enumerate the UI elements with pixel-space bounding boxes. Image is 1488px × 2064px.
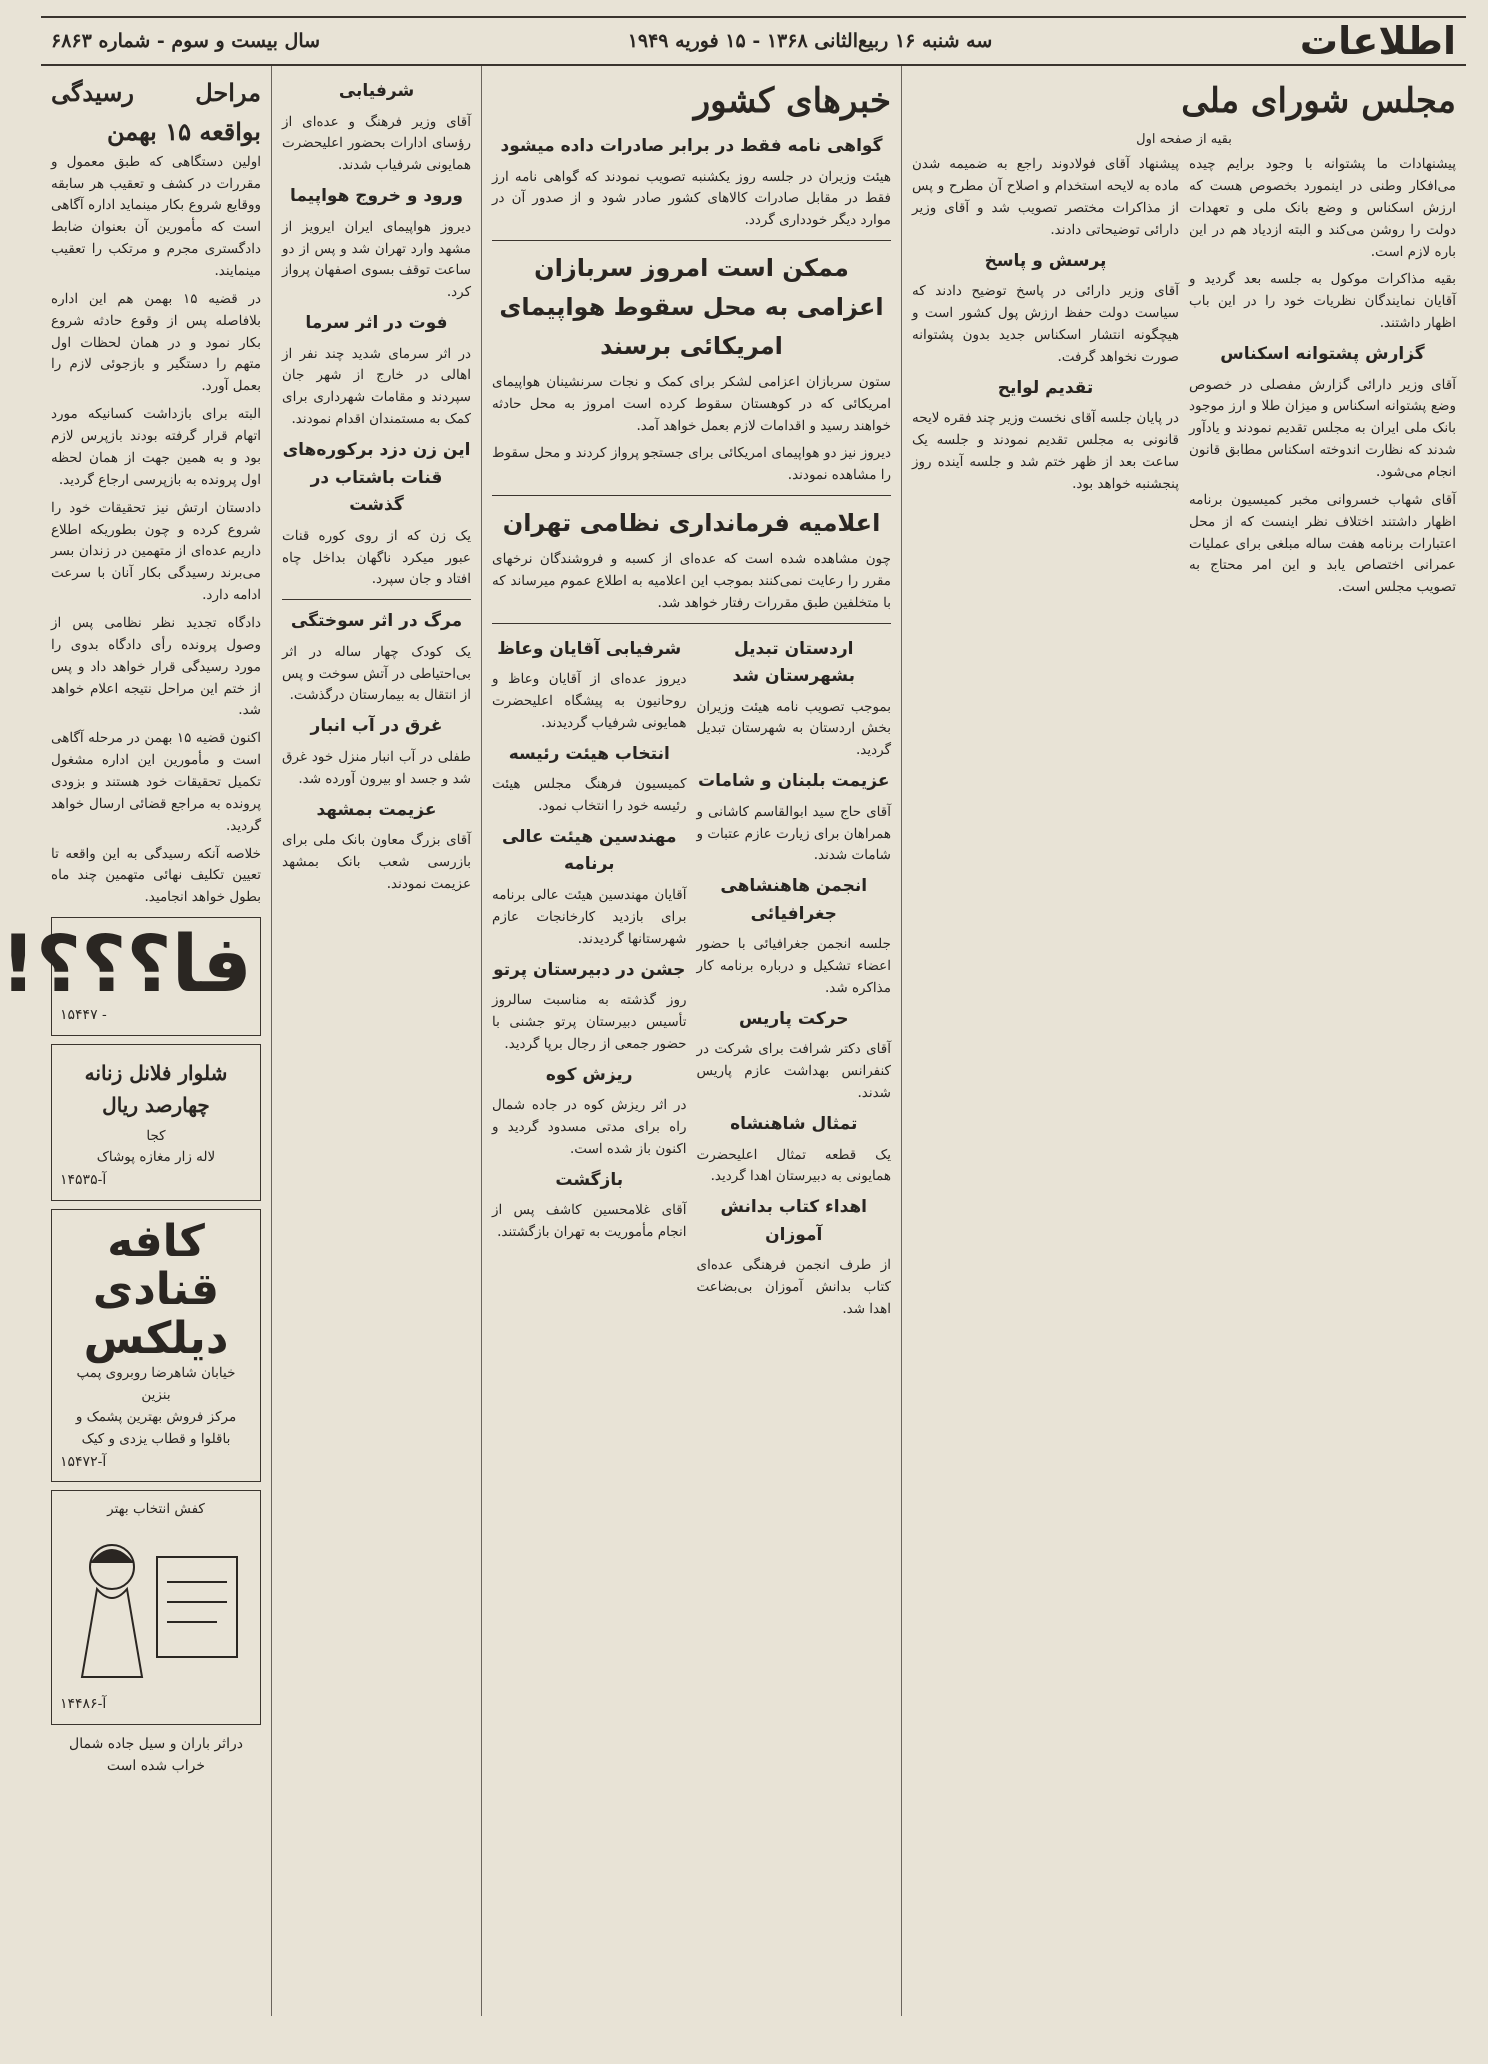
majlis-p5: آقای شهاب خسروانی مخبر کمیسیون برنامه اظهار داشتند اختلاف نظر اینست که از محل اعتبارات برنامه هفت ساله مبلغی برای عملیات عمرانی اختصاص یابد و این امر محتاج به تصویب مجلس است. [1189, 491, 1456, 596]
ad-trousers-where: کجا [146, 1127, 166, 1144]
majlis-p7: در پایان جلسه آقای نخست وزیر چند فقره لایحه قانونی به مجلس تقدیم نمودند و جلسه یک ساعت بعد از ظهر ختم شد و جلسه آینده روز پنجشنبه خواهد بود. [912, 410, 1179, 492]
majlis-sub2: پرسش و پاسخ [984, 250, 1107, 271]
misc-2: دیروز هواپیمای ایران ایرویز از مشهد وارد تهران شد و پس از دو ساعت توقف بسوی اصفهان پرواز کرد. [282, 218, 471, 301]
misc-5-head: مرگ در اثر سوختگی [290, 611, 463, 632]
news-l-head: بازگشت [555, 1169, 624, 1190]
news-a: بموجب تصویب نامه هیئت وزیران بخش اردستان به شهرستان تبدیل گردید. [696, 698, 891, 759]
news-i: یک قطعه تمثال اعلیحضرت همایونی به دبیرستان اهدا گردید. [696, 1146, 891, 1185]
majlis-col-a [1189, 154, 1456, 605]
news-g: روز گذشته به مناسبت سالروز تأسیس دبیرستان پرتو جشنی با حضور جمعی از رجال برپا گردید. [492, 992, 687, 1052]
news-p3: دیروز نیز دو هواپیمای امریکائی برای جستجو پرواز کردند و محل سقوط را مشاهده نمودند. [492, 445, 891, 484]
columns [0, 66, 1466, 2016]
majlis-col-b [912, 154, 1179, 605]
stages-p6: اکنون قضیه ۱۵ بهمن در مرحله آگاهی است و مأمورین این اداره مشغول تکمیل تحقیقات خود هستند و بزودی پرونده به مراجع قضائی ارسال خواهد گردید. [51, 730, 261, 834]
misc-7-head: عزیمت بمشهد [316, 799, 437, 820]
misc-3: در اثر سرمای شدید چند نفر از اهالی در خارج از شهر جان سپردند و مقامات شهرداری برای کمک به مستمندان اقدام نمودند. [282, 345, 471, 428]
ad-cafe [51, 1209, 261, 1482]
majlis-p6: آقای وزیر دارائی در پاسخ توضیح دادند که سیاست دولت حفظ ارزش پول کشور است و هیچگونه انتشار اسکناس جدید بدون پشتوانه صورت نخواهد گرفت. [912, 283, 1179, 365]
majlis-p2: بقیه مذاکرات موکول به جلسه بعد گردید و آقایان نمایندگان نظریات خود را در این باب اظهار داشتند. [1189, 271, 1456, 332]
news-d: کمیسیون فرهنگ مجلس هیئت رئیسه خود را انتخاب نمود. [492, 776, 687, 815]
news-short-col-b [492, 632, 687, 1327]
misc-1: آقای وزیر فرهنگ و عده‌ای از رؤسای ادارات بحضور اعلیحضرت همایونی شرفیاب شدند. [282, 113, 471, 174]
news-p1: هیئت وزیران در جلسه روز یکشنبه تصویب نمودند که گواهی نامه ارز فقط در مقابل صادرات کالاهای کشور صادر شود و از صدور آن در موارد دیگر خودداری گردد. [492, 168, 891, 229]
stages-p3: البته برای بازداشت کسانیکه مورد اتهام قرار گرفته بودند بازپرس لازم بود و به همین جهت از همان لحظه اول پرونده به بازپرسی ارجاع گردید. [51, 406, 261, 488]
misc-1-head: شرفیابی [338, 81, 415, 101]
divider [492, 240, 891, 241]
news-short-col-a [697, 632, 892, 1327]
ad-fa-code: ۱۵۴۴۷ - [60, 1007, 107, 1024]
stages-headline: مراحل رسیدگی بواقعه ۱۵ بهمن [51, 78, 261, 146]
majlis-p1: پیشنهادات ما پشتوانه با وجود برایم چیده می‌افکار وطنی در اینمورد بخصوص هست که ارزش اسکناس و وضع بانک ملی و تعهدات دولت را روشن می‌کند و البته ازدیاد هم در این باره لازم است. [1189, 156, 1456, 260]
misc-3-head: فوت در اثر سرما [305, 313, 448, 334]
misc-5: یک کودک چهار ساله در اثر بی‌احتیاطی در آتش سوخت و پس از انتقال به بیمارستان درگذشت. [282, 643, 471, 704]
news-k: در اثر ریزش کوه در جاده شمال راه برای مدتی مسدود گردید و اکنون باز شده است. [492, 1097, 687, 1157]
misc-2-head: ورود و خروج هواپیما [290, 186, 463, 207]
news-l: آقای غلامحسین کاشف پس از انجام مأموریت به تهران بازگشتند. [492, 1202, 687, 1241]
misc-4: یک زن که از روی کوره قنات عبور میکرد ناگهان بداخل چاه افتاد و جان سپرد. [282, 527, 471, 588]
column-news [481, 66, 901, 2016]
news-cert-head: گواهی نامه فقط در برابر صادرات داده میشود [500, 136, 883, 157]
divider [492, 623, 891, 624]
column-majlis [901, 66, 1466, 2016]
stages-p1: اولین دستگاهی که طبق معمول و مقررات در کشف و تعقیب هر سابقه ووقایع شروع بکار مینماید اداره آگاهی است که مأمورین آن بعنوان ضابط دادگستری مجرم و مرتکب را تعقیب مینمایند. [51, 153, 261, 280]
ad-fa [0, 917, 261, 1036]
news-short-items [492, 632, 891, 1327]
news-b: دیروز عده‌ای از آقایان وعاظ و روحانیون به پیشگاه اعلیحضرت همایونی شرفیاب گردیدند. [492, 671, 687, 731]
column-stages [0, 66, 271, 2016]
majlis-subhead: بقیه از صفحه اول [1136, 132, 1232, 148]
news-f: آقایان مهندسین هیئت عالی برنامه برای بازدید کارخانجات عازم شهرستانها گردیدند. [492, 886, 687, 947]
misc-4-head: این زن دزد برکوره‌های قنات باشتاب در گذشت [282, 440, 471, 516]
majlis-p0: پیشنهاد آقای فولادوند راجع به ضمیمه شدن ماده به لایحه استخدام و اصلاح آن مطرح و پس از مذاکرات مختصر تصویب شد و آقای وزیر دارائی توضیحاتی دادند. [912, 156, 1179, 238]
ad-cafe-address: خیابان شاهرضا روبروی پمپ بنزین [76, 1365, 236, 1403]
news-headline: خبرهای کشور [693, 81, 891, 121]
news-a-head: اردستان تبدیل بشهرستان شد [732, 638, 855, 687]
news-i-head: تمثال شاهنشاه [730, 1114, 858, 1135]
majlis-body [912, 154, 1456, 605]
news-j-head: اهداء کتاب بدانش آموزان [720, 1197, 868, 1245]
news-j: از طرف انجمن فرهنگی عده‌ای کتاب بدانش آموزان بی‌بضاعت اهدا شد. [696, 1257, 891, 1318]
news-e: جلسه انجمن جغرافیائی با حضور اعضاء تشکیل و درباره برنامه کار مذاکره شد. [696, 936, 891, 997]
woman-illustration-icon [52, 1527, 252, 1687]
news-p2: ستون سربازان اعزامی لشکر برای کمک و نجات سرنشینان هواپیمای امریکائی که در کوهستان سقوط کرده است امروز به محل حادثه خواهند رسید و اقدامات لازم بعمل خواهد آمد. [492, 373, 891, 434]
majlis-sub3: تقدیم لوایح [997, 377, 1094, 398]
issue-date: سه شنبه ۱۶ ربیع‌الثانی ۱۳۶۸ - ۱۵ فوریه ۱۹۴۹ [627, 30, 993, 52]
stages-p5: دادگاه تجدید نظر نظامی پس از وصول پرونده رأی دادگاه بدوی را مورد رسیدگی قرار خواهد داد و پس از ختم این مراحل نتیجه اعلام خواهد شد. [51, 614, 261, 719]
news-c-head: عزیمت بلبنان و شامات [698, 771, 890, 792]
ad-fa-title: فا؟؟؟! [0, 920, 252, 1011]
divider [282, 599, 471, 600]
news-c: آقای حاج سید ابوالقاسم کاشانی و همراهان برای زیارت عازم عتبات و شامات شدند. [696, 803, 891, 864]
news-g-head: جشن در دبیرستان پرتو [493, 959, 686, 980]
ad-trousers-title: شلوار فلانل زنانه چهارصد ریال [84, 1060, 228, 1118]
news-flight-head: ممکن است امروز سربازان اعزامی به محل سقوط هواپیمای امریکائی برسند [499, 254, 884, 360]
news-e-head: انجمن هاهنشاهی جغرافیائی [720, 876, 868, 924]
divider [492, 495, 891, 496]
news-gov-head: اعلامیه فرمانداری نظامی تهران [502, 509, 881, 538]
misc-6-head: غرق در آب انبار [310, 716, 443, 737]
news-p4: چون مشاهده شده است که عده‌ای از کسبه و فروشندگان نرخهای مقرر را رعایت نمی‌کنند بموجب این اعلامیه به اطلاع عموم میرساند که با متخلفین طبق مقررات رفتار خواهد شد. [492, 550, 891, 611]
column-misc [271, 66, 481, 2016]
ad-illus-code: آ-۱۴۴۸۶ [60, 1696, 107, 1713]
majlis-p4: آقای وزیر دارائی گزارش مفصلی در خصوص وضع پشتوانه اسکناس و میزان طلا و ارز موجود بانک ملی ایران به مجلس تقدیم نمودند و یادآور شدند که نظارت اندوخته اسکناس مطابق قانون انجام می‌شود. [1189, 376, 1456, 480]
issue-number: سال بیست و سوم - شماره ۶۸۶۳ [51, 30, 321, 52]
news-b-head: شرفیابی آقایان وعاظ [497, 638, 682, 659]
masthead-bar [41, 18, 1466, 66]
news-d-head: انتخاب هیئت رئیسه [508, 743, 670, 764]
news-k-head: ریزش کوه [545, 1064, 633, 1085]
news-f-head: مهندسین هیئت عالی برنامه [501, 826, 677, 875]
stages-p2: در قضیه ۱۵ بهمن هم این اداره بلافاصله پس از وقوع حادثه شروع بکار نمود و در همان لحظات اول متهم را دستگیر و بازجوئی لازم را بعمل آورد. [51, 290, 261, 395]
majlis-headline: مجلس شورای ملی [1181, 81, 1456, 121]
ad-cafe-title: کافه قنادی دیلکس [83, 1215, 229, 1364]
bottom-note: دراثر باران و سیل جاده شمال خراب شده است [69, 1735, 243, 1775]
majlis-sub1: گزارش پشتوانه اسکناس [1220, 344, 1425, 364]
stages-p7: خلاصه آنکه رسیدگی به این واقعه تا تعیین تکلیف نهائی متهمین چند ماه بطول خواهد انجامید. [51, 845, 261, 906]
newspaper-logo: اطلاعات [1299, 19, 1456, 63]
misc-6: طفلی در آب انبار منزل خود غرق شد و جسد او بیرون آورده شد. [282, 748, 471, 787]
newspaper-page [0, 16, 1466, 2028]
ad-cafe-code: آ-۱۵۴۷۲ [60, 1453, 107, 1470]
ad-trousers-code: آ-۱۴۵۳۵ [60, 1172, 107, 1189]
stages-p4: دادستان ارتش نیز تحقیقات خود را شروع کرده و چون بطوریکه اطلاع داریم عده‌ای از متهمین در زندان بسر می‌برند رسیدگی بکار آنان با سرعت ادامه دارد. [51, 499, 261, 604]
ad-trousers [51, 1044, 261, 1201]
news-h: آقای دکتر شرافت برای شرکت در کنفرانس بهداشت عازم پاریس شدند. [696, 1041, 891, 1102]
ad-cafe-desc: مرکز فروش بهترین پشمک و باقلوا و قطاب یزدی و کیک [75, 1408, 237, 1447]
news-h-head: حرکت پاریس [738, 1008, 849, 1029]
ad-illustration [51, 1490, 261, 1725]
misc-7: آقای بزرگ معاون بانک ملی برای بازرسی شعب بانک بمشهد عزیمت نمودند. [282, 832, 471, 892]
ad-trousers-shop: لاله زار مغازه پوشاک [96, 1149, 216, 1166]
ad-illus-title: کفش انتخاب بهتر [107, 1501, 205, 1518]
